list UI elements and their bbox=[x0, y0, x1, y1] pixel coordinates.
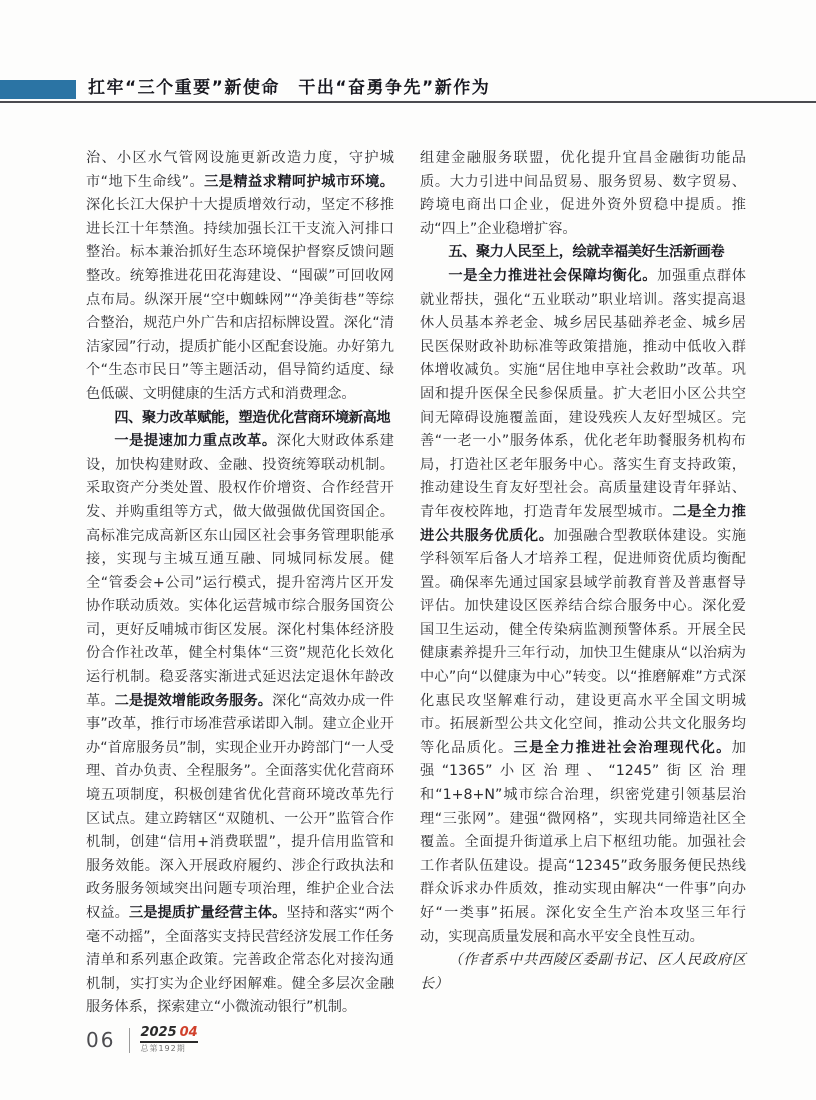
article-left-column bbox=[86, 147, 394, 1020]
paragraph: 一是提速加力重点改革。深化大财政体系建设，加快构建财政、金融、投资统筹联动机制。采取资产分类处置、股权作价增资、合作经营开发、并购重组等方式，做大做强做优国资国企。高标准完成高新区东山园区社会事务管理职能承接，实现与主城互通互融、同城同标发展。健全“管委会+公司”运行模式，提升窑湾片区开发协作联动质效。实体化运营城市综合服务国资公司，更好反哺城市街区发展。深化村集体经济股份合作社改革，健全村集体“三资”规范化长效化运行机制。稳妥落实渐进式延迟法定退休年龄改革。二是提效增能政务服务。深化“高效办成一件事”改革，推行市场准营承诺即入制。建立企业开办“首席服务员”制，实现企业开办跨部门“一人受理、首办负责、全程服务”。全面落实优化营商环境五项制度，积极创建省优化营商环境改革先行区试点。建立跨辖区“双随机、一公开”监管合作机制，创建“信用+消费联盟”，提升信用监管和服务效能。深入开展政府履约、涉企行政执法和政务服务领域突出问题专项治理，维护企业合法权益。三是提质扩量经营主体。坚持和落实“两个毫不动摇”，全面落实支持民营经济发展工作任务清单和系列惠企政策。完善政企常态化对接沟通机制，实打实为企业纾困解难。健全多层次金融服务体系，探索建立“小微流动银行”机制。 bbox=[86, 433, 394, 1016]
paragraph: 治、小区水气管网设施更新改造力度，守护城市“地下生命线”。三是精益求精呵护城市环境。深化长江大保护十大提质增效行动，坚定不移推进长江十年禁渔。持续加强长江干支流入河排口整治。标本兼治抓好生态环境保护督察反馈问题整改。统筹推进花田花海建设、“囤碳”可回收网点布局。纵深开展“空中蜘蛛网”“净美街巷”等综合整治，规范户外广告和店招标牌设置。深化“清洁家园”行动，提质扩能小区配套设施。办好第九个“生态市民日”等主题活动，倡导简约适度、绿色低碳、文明健康的生活方式和消费理念。 bbox=[86, 150, 394, 402]
section-heading: 四、聚力改革赋能，塑造优化营商环境新高地 bbox=[114, 409, 391, 426]
page-header-title: 扛牢“三个重要”新使命 干出“奋勇争先”新作为 bbox=[88, 78, 491, 98]
page-number: 06 bbox=[86, 1028, 116, 1052]
issue-badge bbox=[140, 1026, 197, 1054]
page-footer bbox=[86, 1026, 198, 1054]
header-rule bbox=[0, 101, 816, 103]
footer-divider bbox=[129, 1028, 130, 1053]
header-accent-bar bbox=[0, 80, 76, 99]
paragraph: 一是全力推进社会保障均衡化。加强重点群体就业帮扶，强化“五业联动”职业培训。落实提高退休人员基本养老金、城乡居民基础养老金、城乡居民医保财政补助标准等政策措施，推动中低收入群体增收减负。实施“居住地申享社会救助”改革。巩固和提升医保全民参保质量。扩大老旧小区公共空间无障碍设施覆盖面，建设残疾人友好型城区。完善“一老一小”服务体系，优化老年助餐服务机构布局，打造社区老年服务中心。落实生育支持政策，推动建设生育友好型社会。高质量建设青年驿站、青年夜校阵地，打造青年发展型城市。二是全力推进公共服务优质化。加强融合型教联体建设。实施学科领军后备人才培养工程，促进师资优质均衡配置。确保率先通过国家县域学前教育普及普惠督导评估。加快建设区医养结合综合服务中心。深化爱国卫生运动，健全传染病监测预警体系。开展全民健康素养提升三年行动，加快卫生健康从“以治病为中心”向“以健康为中心”转变。以“推磨解难”方式深化惠民攻坚解难行动，建设更高水平全国文明城市。拓展新型公共文化空间，推动公共文化服务均等化品质化。三是全力推进社会治理现代化。加强“1365”小区治理、“1245”街区治理和“1+8+N”城市综合治理，织密党建引领基层治理“三张网”。建强“微网格”，实现共同缔造社区全覆盖。全面提升街道承上启下枢纽功能。加强社会工作者队伍建设。提高“12345”政务服务便民热线群众诉求办件质效，推动实现由解决“一件事”向办好“一类事”拓展。深化安全生产治本攻坚三年行动，实现高质量发展和高水平安全良性互动。 bbox=[420, 267, 746, 945]
article-body bbox=[86, 147, 746, 1020]
issue-month: 04 bbox=[179, 1025, 198, 1040]
issue-year: 2025 bbox=[140, 1025, 177, 1040]
article-right-column bbox=[420, 147, 746, 1020]
paragraph: 组建金融服务联盟，优化提升宜昌金融街功能品质。大力引进中间品贸易、服务贸易、数字贸易、跨境电商出口企业，促进外资外贸稳中提质。推动“四上”企业稳增扩容。 bbox=[420, 150, 746, 237]
section-heading: 五、聚力人民至上，绘就幸福美好生活新画卷 bbox=[448, 244, 725, 261]
issue-note: 总第192期 bbox=[140, 1044, 186, 1053]
author-note: （作者系中共西陵区委副书记、区人民政府区长） bbox=[420, 952, 746, 992]
issue-date bbox=[140, 1026, 197, 1043]
